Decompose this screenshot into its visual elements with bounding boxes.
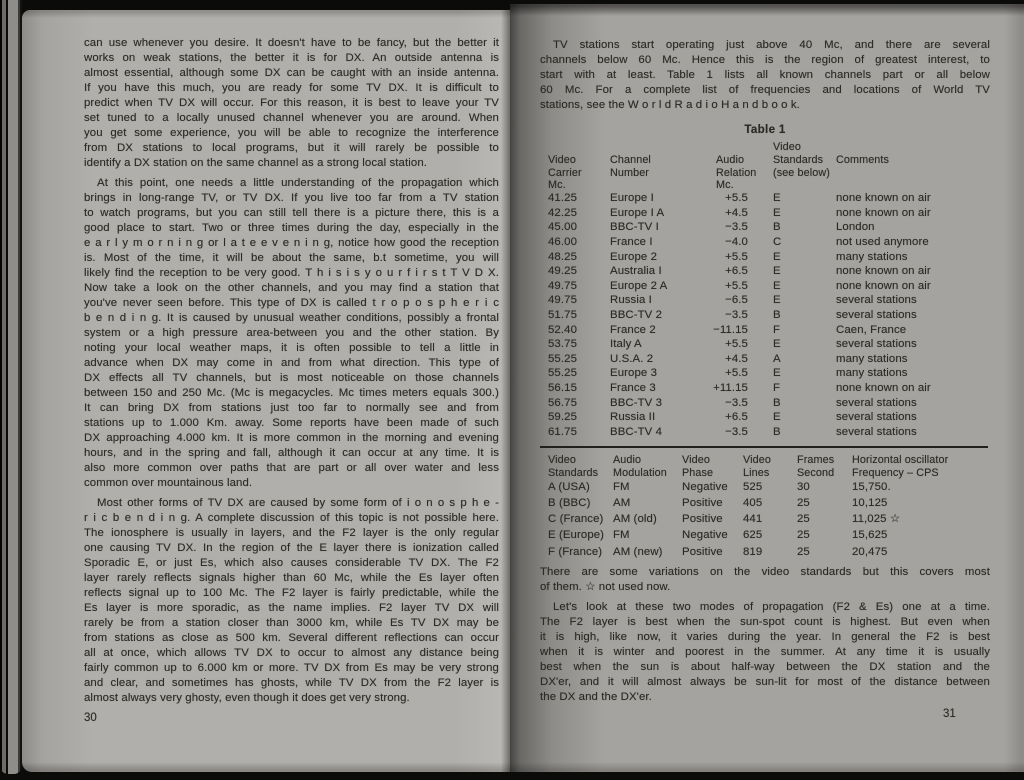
text-line: to watch programs, but you can still tell there is a picture there, this is a	[84, 207, 499, 219]
standards-row	[540, 527, 990, 543]
right-page	[510, 4, 1024, 772]
text-line: of them. ☆ not used now.	[540, 580, 671, 593]
cell-comments: several stations	[836, 294, 917, 307]
cell-video-standard: E	[773, 250, 781, 263]
table1-row	[540, 410, 990, 425]
cell-comments: none known on air	[836, 206, 931, 219]
table1-header-audio-relation	[712, 140, 757, 192]
cell-frequency: 20,475	[852, 545, 888, 558]
standards-header	[540, 453, 990, 479]
table1-header-comments	[836, 140, 990, 191]
header-line: Lines	[743, 467, 770, 480]
table1-rows	[540, 191, 990, 439]
text-line: fairly common up to 6.000 km or more. TV DX from Es may be very strong	[84, 662, 499, 674]
text-line: DX effects all TV channels, but is most noticeable on those channels	[84, 372, 499, 384]
cell-video-carrier: 56.75	[548, 396, 578, 409]
table1-row	[540, 308, 990, 323]
text-line: channels below 60 Mc. Hence this is the region of greatest interest, to	[540, 54, 990, 66]
cell-frames: 25	[797, 529, 810, 542]
table1-row	[540, 220, 990, 235]
cell-modulation: FM	[613, 480, 630, 493]
cell-video-carrier: 53.75	[548, 338, 578, 351]
header-line: Modulation	[613, 467, 667, 480]
text-line: also more common over paths that are part or all over water and less	[84, 462, 499, 474]
cell-video-carrier: 49.75	[548, 279, 578, 292]
cell-audio-relation: −6.5	[725, 294, 748, 307]
cell-comments: many stations	[836, 367, 908, 380]
text-line: brings in long-range TV, or TV DX. If you live too far from a TV station	[84, 192, 499, 204]
divider-rule	[540, 446, 988, 448]
cell-lines: 441	[743, 513, 763, 526]
cell-video-carrier: 42.25	[548, 206, 578, 219]
cell-video-carrier: 41.25	[548, 192, 578, 205]
cell-frequency: 15,625	[852, 529, 888, 542]
header-line: Audio	[716, 153, 745, 166]
header-line: Standards	[773, 153, 824, 166]
table1-row	[540, 279, 990, 294]
cell-lines: 625	[743, 529, 763, 542]
cell-video-standard: E	[773, 206, 781, 219]
cell-modulation: FM	[613, 529, 630, 542]
text-line: can use whenever you desire. It doesn't have to be fancy, but the better it	[84, 37, 499, 49]
cell-modulation: AM (new)	[613, 545, 663, 558]
header-line	[610, 178, 712, 191]
paragraph-ionospheric	[84, 496, 499, 706]
cell-video-carrier: 45.00	[548, 221, 578, 234]
cell-channel-number: Italy A	[610, 338, 642, 351]
text-line: layer rarely reflects signals higher than 60 Mc, while the Es layer often	[84, 572, 499, 584]
text-line: stations, see the W o r l d R a d i o H a n d b o o k.	[540, 99, 800, 111]
cell-video-carrier: 46.00	[548, 235, 578, 248]
table1-row	[540, 235, 990, 250]
cell-lines: 405	[743, 497, 763, 510]
cell-video-standard: E	[773, 367, 781, 380]
header-line: Frequency – CPS	[852, 467, 939, 480]
text-line: If you have this much, you are ready for some TV DX. It is difficult to	[84, 82, 499, 94]
header-line: Relation	[716, 166, 757, 179]
cell-frames: 25	[797, 545, 810, 558]
cell-channel-number: Australia I	[610, 265, 662, 278]
text-line: and clear, and sometimes has ghosts, while TV DX from the F2 layer is	[84, 677, 499, 689]
header-line: Video	[682, 454, 710, 467]
text-line: TV stations start operating just above 40 Mc, and there are several	[553, 39, 990, 51]
cell-channel-number: Europe I A	[610, 206, 665, 219]
cell-phase: Positive	[682, 497, 723, 510]
paragraph-intro	[540, 38, 990, 113]
cell-audio-relation: −3.5	[725, 221, 748, 234]
header-line: Channel	[610, 153, 651, 166]
text-line: from DX stations to local programs, but it will rarely be possible to	[84, 142, 499, 154]
text-line: between 150 and 250 Mc. (Mc is megacycles. Mc times meters equals 300.)	[84, 387, 499, 399]
text-line: all at once, which allows TV DX to occur to almost any distance being	[84, 647, 499, 659]
cell-video-carrier: 51.75	[548, 308, 578, 321]
text-line: best when the sun is about half-way between the DX station and the	[540, 660, 990, 673]
cell-video-standard: E	[773, 279, 781, 292]
cell-comments: London	[836, 221, 875, 234]
text-line: works on weak stations, the better it is for DX. An outside antenna is	[84, 52, 499, 64]
table1-row	[540, 264, 990, 279]
cell-audio-relation: −4.0	[725, 235, 748, 248]
cell-video-standard: B	[773, 396, 781, 409]
cell-audio-relation: +4.5	[725, 352, 748, 365]
standards-header-horizontal-oscillator	[846, 453, 990, 479]
cell-channel-number: Europe 2	[610, 250, 658, 263]
cell-video-standard: B	[773, 308, 781, 321]
cell-video-carrier: 55.25	[548, 352, 578, 365]
cell-video-standard: B	[773, 221, 781, 234]
cell-audio-relation: +6.5	[725, 411, 748, 424]
cell-audio-relation: −3.5	[725, 308, 748, 321]
text-line: almost always very ghosty, even though it does get very strong.	[84, 692, 410, 704]
header-line	[836, 166, 990, 179]
left-page-text	[84, 36, 499, 706]
text-line: It can bring DX from stations just too far to normally see and from	[84, 402, 499, 414]
cell-channel-number: U.S.A. 2	[610, 352, 654, 365]
cell-comments: several stations	[836, 308, 917, 321]
table1-row	[540, 293, 990, 308]
standards-rows	[540, 479, 990, 560]
text-line: the DX and the DX'er.	[540, 690, 652, 703]
cell-audio-relation: +5.5	[725, 367, 748, 380]
text-line: likely find the reception to be very good. T h i s i s y o u r f i r s t T V D X.	[84, 267, 499, 279]
cell-channel-number: France 2	[610, 323, 656, 336]
header-line: Carrier	[548, 166, 582, 179]
cell-comments: several stations	[836, 411, 917, 424]
page-number-right: 31	[943, 708, 956, 720]
header-line	[836, 178, 990, 191]
cell-audio-relation: +5.5	[725, 192, 748, 205]
cell-channel-number: Russia I	[610, 294, 652, 307]
cell-standard: A (USA)	[548, 480, 590, 493]
cell-standard: E (Europe)	[548, 529, 605, 542]
text-line: e a r l y m o r n i n g or l a t e e v e n i n g, notice how good the reception	[84, 237, 499, 249]
text-line: There are some variations on the video standards but this covers most	[540, 565, 990, 578]
text-line: b e n d i n g. It is caused by unusual weather conditions, possibly a frontal	[84, 312, 499, 324]
cell-channel-number: Europe I	[610, 192, 654, 205]
text-line: common over mountainous land.	[84, 477, 253, 489]
table1-row	[540, 352, 990, 367]
table1-row	[540, 206, 990, 221]
text-line: almost essential, although some DX can be caught with an inside antenna.	[84, 67, 499, 79]
cell-standard: C (France)	[548, 513, 604, 526]
cell-phase: Negative	[682, 529, 728, 542]
header-line: Audio	[613, 454, 642, 467]
cell-channel-number: Europe 2 A	[610, 279, 668, 292]
left-page	[22, 10, 510, 772]
cell-video-carrier: 56.15	[548, 381, 578, 394]
table1-row	[540, 425, 990, 440]
cell-frequency: 10,125	[852, 497, 888, 510]
cell-video-carrier: 48.25	[548, 250, 578, 263]
header-line: Number	[610, 166, 650, 179]
standards-row	[540, 479, 990, 495]
standards-row	[540, 544, 990, 560]
cell-audio-relation: +11.15	[713, 381, 748, 394]
text-line: you've never seen before. This type of DX is called t r o p o s p h e r i c	[84, 297, 499, 309]
header-line	[836, 140, 990, 153]
text-line: is. Most of the time, it will be about the same, b.t sometime, you will	[84, 252, 499, 264]
header-line	[610, 140, 712, 153]
cell-video-carrier: 49.75	[548, 294, 578, 307]
cell-audio-relation: −11.15	[713, 323, 748, 336]
cell-channel-number: France 3	[610, 381, 656, 394]
cell-frequency: 11,025 ☆	[852, 513, 901, 526]
cell-frames: 25	[797, 497, 810, 510]
cell-channel-number: BBC-TV 2	[610, 308, 663, 321]
header-line: Second	[797, 467, 835, 480]
cell-standard: F (France)	[548, 545, 603, 558]
cell-comments: several stations	[836, 396, 917, 409]
cell-audio-relation: −3.5	[725, 425, 748, 438]
cell-video-carrier: 52.40	[548, 323, 578, 336]
page-stack-edge	[0, 0, 22, 774]
cell-frames: 25	[797, 513, 810, 526]
cell-frames: 30	[797, 480, 810, 493]
header-line: Video	[743, 454, 771, 467]
header-line: Standards	[548, 467, 599, 480]
text-line: system or a high pressure area-between you and the other station. By	[84, 327, 499, 339]
standards-row	[540, 511, 990, 527]
text-line: reflects signal up to 100 Mc. The F2 layer is fairly predictable, while the	[84, 587, 499, 599]
cell-modulation: AM (old)	[613, 513, 657, 526]
cell-comments: none known on air	[836, 381, 931, 394]
cell-comments: many stations	[836, 352, 908, 365]
cell-video-carrier: 55.25	[548, 367, 578, 380]
cell-phase: Positive	[682, 545, 723, 558]
cell-video-standard: E	[773, 338, 781, 351]
text-line: good place to start. Two or three times during the day, especially in the	[84, 222, 499, 234]
paragraph-tropospheric	[84, 176, 499, 491]
standards-header-video-phase	[676, 453, 738, 479]
cell-channel-number: BBC-TV 4	[610, 425, 663, 438]
standards-header-video-standards	[540, 453, 606, 479]
header-line: Mc.	[548, 179, 566, 192]
cell-lines: 525	[743, 480, 763, 493]
cell-audio-relation: +6.5	[725, 265, 748, 278]
page-number-left: 30	[84, 712, 97, 724]
table1-header	[540, 140, 990, 191]
text-line: advance when DX may come in and from what direction. This type of	[84, 357, 499, 369]
cell-modulation: AM	[613, 497, 631, 510]
cell-video-standard: E	[773, 265, 781, 278]
cell-audio-relation: +4.5	[725, 206, 748, 219]
text-line: start with at least. Table 1 lists all known channels part or all below	[540, 69, 990, 81]
header-line	[716, 140, 752, 153]
header-line: Comments	[836, 153, 889, 166]
text-line: Most other forms of TV DX are caused by some form of i o n o s p h e -	[97, 497, 499, 509]
table1-header-video-carrier	[540, 140, 604, 191]
paragraph-note	[540, 565, 990, 595]
cell-video-carrier: 61.75	[548, 425, 578, 438]
text-line: r i c b e n d i n g. A complete discussion of this topic is not possible here.	[84, 512, 499, 524]
text-line: hours, and in the spring and fall, although it can occur at any time. It is	[84, 447, 499, 459]
cell-video-carrier: 59.25	[548, 411, 578, 424]
cell-audio-relation: −3.5	[725, 396, 748, 409]
table1-row	[540, 250, 990, 265]
text-line: The F2 layer is best when the sun-spot count is highest. But even when	[540, 615, 990, 628]
cell-channel-number: France I	[610, 235, 653, 248]
standards-header-audio-modulation	[606, 453, 676, 479]
cell-comments: several stations	[836, 338, 917, 351]
text-line: identify a DX station on the same channel as a strong local station.	[84, 157, 428, 169]
text-line: DX'er, and it will almost always be sun-lit for most of the distance between	[540, 675, 990, 688]
text-line: DX approaching 4.000 km. It is more common in the morning and evening	[84, 432, 499, 444]
paragraph-closing	[540, 600, 990, 705]
header-line: Video	[548, 454, 576, 467]
text-line: Sporadic E, or just Es, which also causes considerable TV DX. The F2	[84, 557, 499, 569]
table1-header-video-standards	[752, 140, 836, 191]
cell-frequency: 15,750.	[852, 480, 891, 493]
text-line: when it is winter and poorest in the summer. At any time it is usually	[540, 645, 990, 658]
table1-header-channel-number	[604, 140, 712, 191]
cell-video-standard: E	[773, 192, 781, 205]
cell-channel-number: Europe 3	[610, 367, 658, 380]
header-line: Phase	[682, 467, 714, 480]
cell-channel-number: BBC-TV I	[610, 221, 659, 234]
text-line: At this point, one needs a little understanding of the propagation which	[97, 177, 499, 189]
header-line: Video	[548, 153, 576, 166]
header-line	[773, 178, 836, 191]
cell-comments: none known on air	[836, 192, 931, 205]
table1-row	[540, 381, 990, 396]
cell-video-standard: E	[773, 294, 781, 307]
header-line: Video	[773, 141, 801, 153]
text-line: one causing TV DX. In the region of the E layer there is ionization called	[84, 542, 499, 554]
cell-channel-number: BBC-TV 3	[610, 396, 663, 409]
text-line: rarely be from a station closer than 3000 km, while Es TV DX may be	[84, 617, 499, 629]
standards-row	[540, 495, 990, 511]
header-line	[548, 140, 604, 153]
text-line: you get some experience, you will be able to recognize the interference	[84, 127, 499, 139]
cell-phase: Positive	[682, 513, 723, 526]
cell-audio-relation: +5.5	[725, 338, 748, 351]
header-line: Horizontal oscillator	[852, 454, 949, 467]
header-line: Mc.	[716, 179, 734, 192]
text-line: stations up to 1.000 Km. away. Some reports have been made of such	[84, 417, 499, 429]
cell-video-carrier: 49.25	[548, 265, 578, 278]
table1-row	[540, 396, 990, 411]
paragraph-continuation	[84, 36, 499, 171]
cell-video-standard: B	[773, 425, 781, 438]
header-line: (see below)	[773, 166, 830, 179]
text-line: set tuned to a locally unused channel whenever you are around. When	[84, 112, 499, 124]
cell-lines: 819	[743, 545, 763, 558]
table1-title: Table 1	[744, 123, 786, 136]
text-line: it is high, like now, it varies during the year. In general the F2 is best	[540, 630, 990, 643]
text-line: 60 Mc. For a complete list of frequencies and locations of World TV	[540, 84, 990, 96]
cell-comments: not used anymore	[836, 235, 929, 248]
right-page-text	[540, 38, 990, 705]
cell-comments: none known on air	[836, 265, 931, 278]
cell-standard: B (BBC)	[548, 497, 591, 510]
cell-video-standard: C	[773, 235, 782, 248]
text-line: predict when TV DX will occur. For this reason, it is best to leave your TV	[84, 97, 499, 109]
cell-video-standard: F	[773, 323, 781, 336]
text-line: Let's look at these two modes of propagation (F2 & Es) one at a time.	[553, 600, 990, 613]
cell-audio-relation: +5.5	[725, 279, 748, 292]
text-line: from stations as close as 500 km. Several different reflections can occur	[84, 632, 499, 644]
cell-comments: several stations	[836, 425, 917, 438]
cell-comments: Caen, France	[836, 323, 907, 336]
text-line: Es layer is more sporadic, as the name implies. F2 layer TV DX will	[84, 602, 499, 614]
text-line: Now take a look on the other channels, and you may find a station that	[84, 282, 499, 294]
cell-comments: none known on air	[836, 279, 931, 292]
cell-channel-number: Russia II	[610, 411, 656, 424]
text-line: noting your local weather maps, it is often possible to tell a little in	[84, 342, 499, 354]
table1-row	[540, 366, 990, 381]
header-line: Frames	[797, 454, 835, 467]
standards-header-video-lines	[738, 453, 790, 479]
standards-header-frames-second	[790, 453, 846, 479]
cell-video-standard: A	[773, 352, 781, 365]
cell-video-standard: F	[773, 381, 781, 394]
table1-row	[540, 337, 990, 352]
text-line: The ionosphere is usually in layers, and the F2 layer is the only regular	[84, 527, 499, 539]
table1-row	[540, 191, 990, 206]
cell-comments: many stations	[836, 250, 908, 263]
table1-row	[540, 323, 990, 338]
cell-video-standard: E	[773, 411, 781, 424]
cell-audio-relation: +5.5	[725, 250, 748, 263]
cell-phase: Negative	[682, 480, 728, 493]
